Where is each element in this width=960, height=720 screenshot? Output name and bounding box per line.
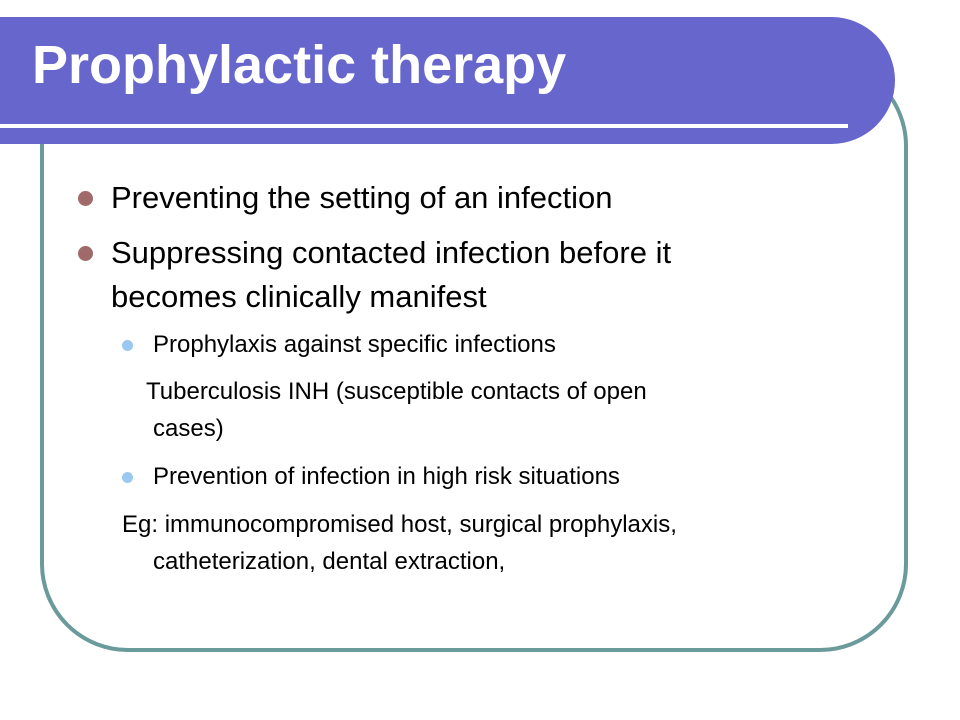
note-text-line1: Tuberculosis INH (susceptible contacts of open [146, 378, 647, 405]
sub-bullet-dot [122, 340, 133, 351]
bullet-text: Preventing the setting of an infection [111, 180, 613, 215]
sub-bullet-text: Prevention of infection in high risk situations [153, 463, 620, 490]
bullet-dot [78, 191, 93, 206]
slide-title: Prophylactic therapy [32, 35, 567, 95]
bullet-dot [78, 246, 93, 261]
bullet-text-line2: becomes clinically manifest [111, 279, 487, 314]
note-text-line2: cases) [153, 415, 224, 442]
note-text-line1: Eg: immunocompromised host, surgical prophylaxis, [122, 511, 677, 538]
bullet-text-line1: Suppressing contacted infection before it [111, 235, 672, 270]
sub-bullet-text: Prophylaxis against specific infections [153, 331, 556, 358]
sub-bullet-dot [122, 472, 133, 483]
note-text-line2: catheterization, dental extraction, [153, 548, 506, 575]
